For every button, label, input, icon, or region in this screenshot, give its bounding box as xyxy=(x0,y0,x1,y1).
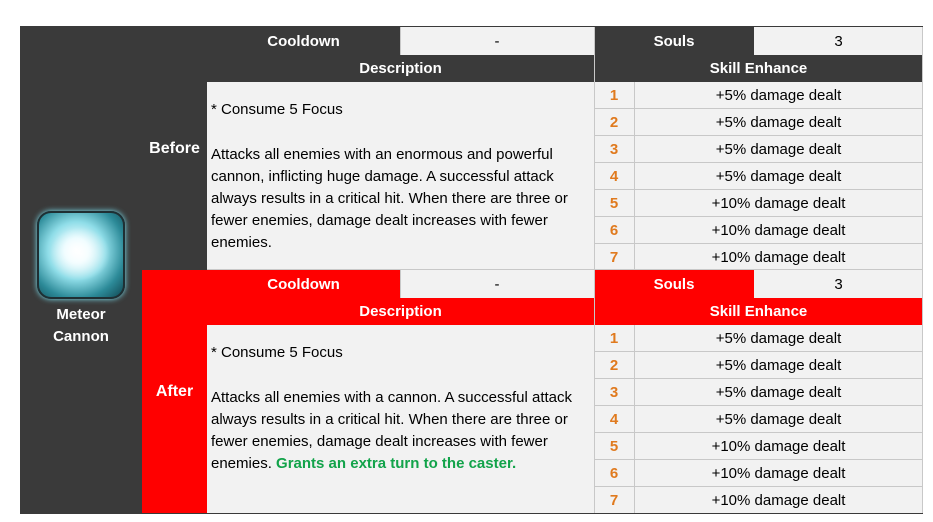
before-enhance-num: 4 xyxy=(594,163,634,189)
before-description-body: Attacks all enemies with an enormous and powerful cannon, inflicting huge damage. A successful attack always results in a critical hit. When there are three or fewer enemies, damage dealt increases with fewer enemies. xyxy=(211,146,568,251)
before-enhance-text: +10% damage dealt xyxy=(634,244,923,270)
before-enhance-text: +5% damage dealt xyxy=(634,136,923,162)
before-label: Before xyxy=(149,140,200,157)
after-enhance-header: Skill Enhance xyxy=(594,298,923,325)
after-cooldown-label: Cooldown xyxy=(207,270,400,298)
grid-line xyxy=(594,243,923,244)
before-enhance-num: 5 xyxy=(594,190,634,216)
after-enhance-text: +10% damage dealt xyxy=(634,460,923,486)
after-description-body-wrap xyxy=(211,387,587,475)
grid-line xyxy=(594,189,923,190)
after-souls-label: Souls xyxy=(594,270,754,298)
grid-line xyxy=(594,162,923,163)
before-enhance-num: 7 xyxy=(594,244,634,270)
grid-line xyxy=(594,459,923,460)
grid-line xyxy=(594,486,923,487)
after-description-header: Description xyxy=(207,298,594,325)
before-enhance-text: +10% damage dealt xyxy=(634,217,923,243)
skill-name-line2: Cannon xyxy=(53,328,109,345)
grid-line xyxy=(400,270,401,298)
after-enhance-num: 6 xyxy=(594,460,634,486)
after-enhance-num: 3 xyxy=(594,379,634,405)
before-enhance-num: 6 xyxy=(594,217,634,243)
before-cooldown-label: Cooldown xyxy=(207,27,400,55)
grid-line xyxy=(594,216,923,217)
after-enhance-text: +5% damage dealt xyxy=(634,325,923,351)
after-enhance-text: +5% damage dealt xyxy=(634,379,923,405)
after-label-cell xyxy=(142,270,207,514)
after-enhance-text: +5% damage dealt xyxy=(634,406,923,432)
before-enhance-num: 1 xyxy=(594,82,634,108)
after-cooldown-value: - xyxy=(400,270,594,298)
grid-line xyxy=(594,27,595,514)
before-enhance-text: +10% damage dealt xyxy=(634,190,923,216)
grid-line xyxy=(922,27,923,514)
grid-line xyxy=(594,135,923,136)
grid-line xyxy=(594,405,923,406)
after-enhance-num: 2 xyxy=(594,352,634,378)
grid-line xyxy=(20,513,923,514)
after-enhance-text: +5% damage dealt xyxy=(634,352,923,378)
grid-line xyxy=(594,378,923,379)
after-enhance-text: +10% damage dealt xyxy=(634,487,923,514)
before-description-focus: * Consume 5 Focus xyxy=(211,101,343,118)
before-souls-value: 3 xyxy=(754,27,923,55)
grid-line xyxy=(400,27,401,55)
after-description-focus: * Consume 5 Focus xyxy=(211,344,343,361)
after-enhance-num: 5 xyxy=(594,433,634,459)
before-description-header: Description xyxy=(207,55,594,82)
after-enhance-num: 7 xyxy=(594,487,634,514)
after-enhance-text: +10% damage dealt xyxy=(634,433,923,459)
grid-line xyxy=(594,432,923,433)
meteor-cannon-icon xyxy=(37,211,125,299)
after-description xyxy=(207,325,594,514)
after-description-extra: Grants an extra turn to the caster. xyxy=(276,455,517,472)
grid-line xyxy=(594,351,923,352)
before-cooldown-value: - xyxy=(400,27,594,55)
grid-line xyxy=(634,82,635,270)
before-enhance-text: +5% damage dealt xyxy=(634,82,923,108)
skill-name xyxy=(20,304,142,348)
before-enhance-header: Skill Enhance xyxy=(594,55,923,82)
after-description-body: Attacks all enemies with a cannon. A successful attack always results in a critical hit. When there are three or fewer enemies, damage dealt increases with fewer enemies. xyxy=(211,389,573,472)
before-enhance-text: +5% damage dealt xyxy=(634,109,923,135)
after-enhance-num: 4 xyxy=(594,406,634,432)
before-label-cell xyxy=(142,27,207,270)
before-description xyxy=(207,82,594,270)
before-enhance-num: 3 xyxy=(594,136,634,162)
before-enhance-num: 2 xyxy=(594,109,634,135)
after-souls-value: 3 xyxy=(754,270,923,298)
grid-line xyxy=(594,108,923,109)
before-souls-label: Souls xyxy=(594,27,754,55)
grid-line xyxy=(20,26,923,27)
grid-line xyxy=(207,269,923,270)
after-enhance-num: 1 xyxy=(594,325,634,351)
after-label: After xyxy=(155,383,194,400)
before-enhance-text: +5% damage dealt xyxy=(634,163,923,189)
skill-name-line1: Meteor xyxy=(56,306,106,323)
